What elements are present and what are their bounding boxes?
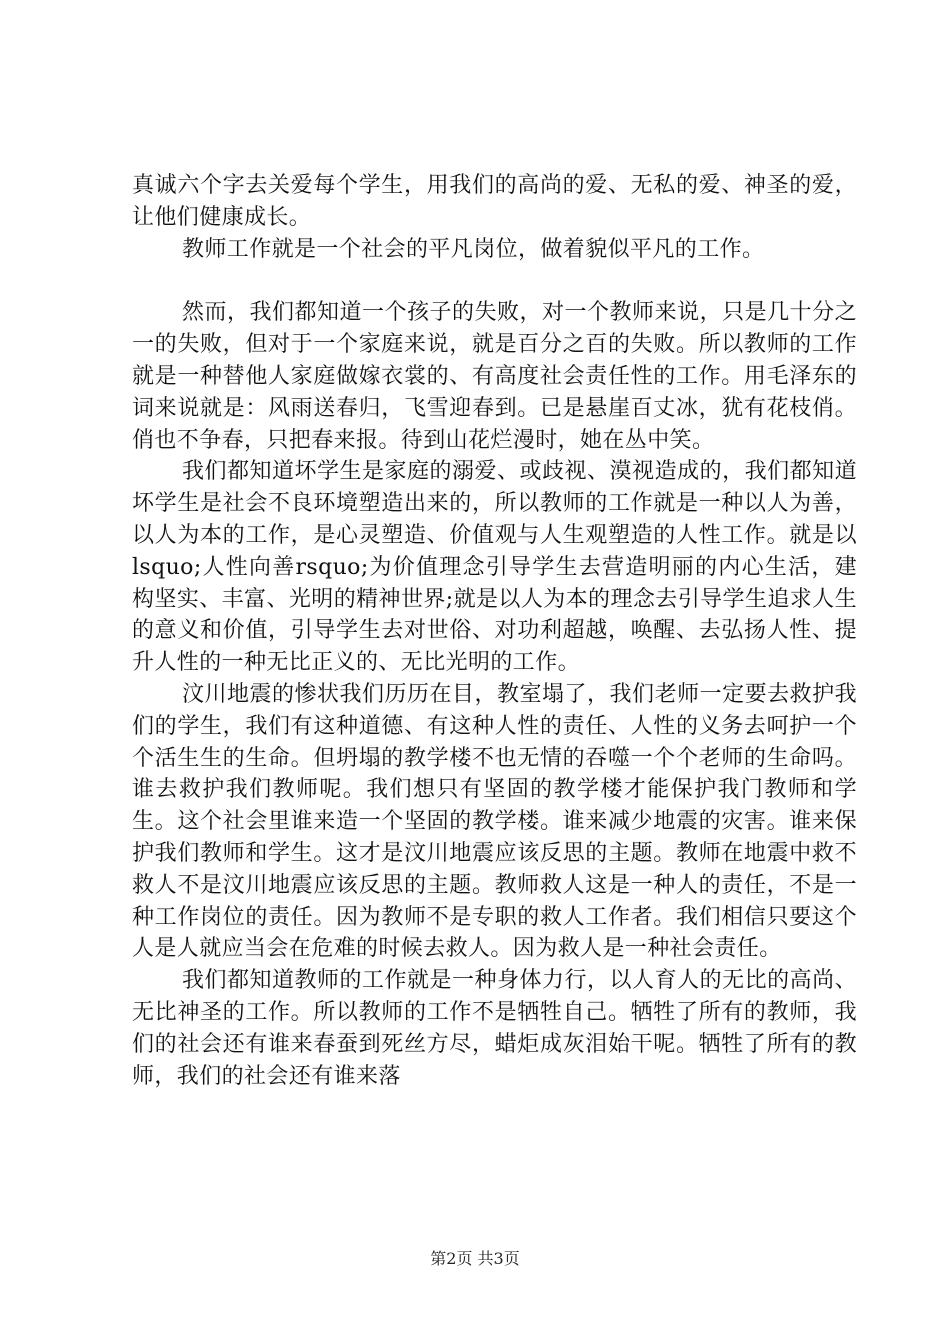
paragraph-5: 汶川地震的惨状我们历历在目，教室塌了，我们老师一定要去救护我们的学生，我们有这种道德、有这种人性的责任、人性的义务去呵护一个个活生生的生命。但坍塌的教学楼不也无情的吞噬一个个老师的生命吗。谁去救护我们教师呢。我们想只有坚固的教学楼才能保护我门教师和学生。这个社会里谁来造一个坚固的教学楼。谁来减少地震的灾害。谁来保护我们教师和学生。这才是汶川地震应该反思的主题。教师在地震中救不救人不是汶川地震应该反思的主题。教师救人这是一种人的责任，不是一种工作岗位的责任。因为教师不是专职的救人工作者。我们相信只要这个人是人就应当会在危难的时候去救人。因为救人是一种社会责任。 [132, 681, 857, 962]
paragraph-3: 然而，我们都知道一个孩子的失败，对一个教师来说，只是几十分之一的失败，但对于一个家庭来说，就是百分之百的失败。所以教师的工作就是一种替他人家庭做嫁衣裳的、有高度社会责任性的工作。用毛泽东的词来说就是：风雨送春归，飞雪迎春到。已是悬崖百丈冰，犹有花枝俏。俏也不争春，只把春来报。待到山花烂漫时，她在丛中笑。 [132, 300, 857, 453]
paragraph-4: 我们都知道坏学生是家庭的溺爱、或歧视、漠视造成的，我们都知道坏学生是社会不良环境塑造出来的，所以教师的工作就是一种以人为善，以人为本的工作，是心灵塑造、价值观与人生观塑造的人性工作。就是以lsquo;人性向善rsquo;为价值理念引导学生去营造明丽的内心生活，建构坚实、丰富、光明的精神世界;就是以人为本的理念去引导学生追求人生的意义和价值，引导学生去对世俗、对功利超越，唤醒、去弘扬人性、提升人性的一种无比正义的、无比光明的工作。 [132, 459, 857, 676]
page-footer [0, 1246, 950, 1269]
paragraph-6: 我们都知道教师的工作就是一种身体力行，以人育人的无比的高尚、无比神圣的工作。所以教师的工作不是牺牲自己。牺牲了所有的教师，我们的社会还有谁来春蚕到死丝方尽，蜡炬成灰泪始干呢。牺牲了所有的教师，我们的社会还有谁来落 [132, 968, 857, 1089]
body-text [132, 170, 857, 1092]
paragraph-1: 真诚六个字去关爱每个学生，用我们的高尚的爱、无私的爱、神圣的爱，让他们健康成长。 [132, 173, 857, 230]
page-number: 第2页 共3页 [430, 1249, 520, 1268]
paragraph-2: 教师工作就是一个社会的平凡岗位，做着貌似平凡的工作。 [182, 236, 765, 262]
